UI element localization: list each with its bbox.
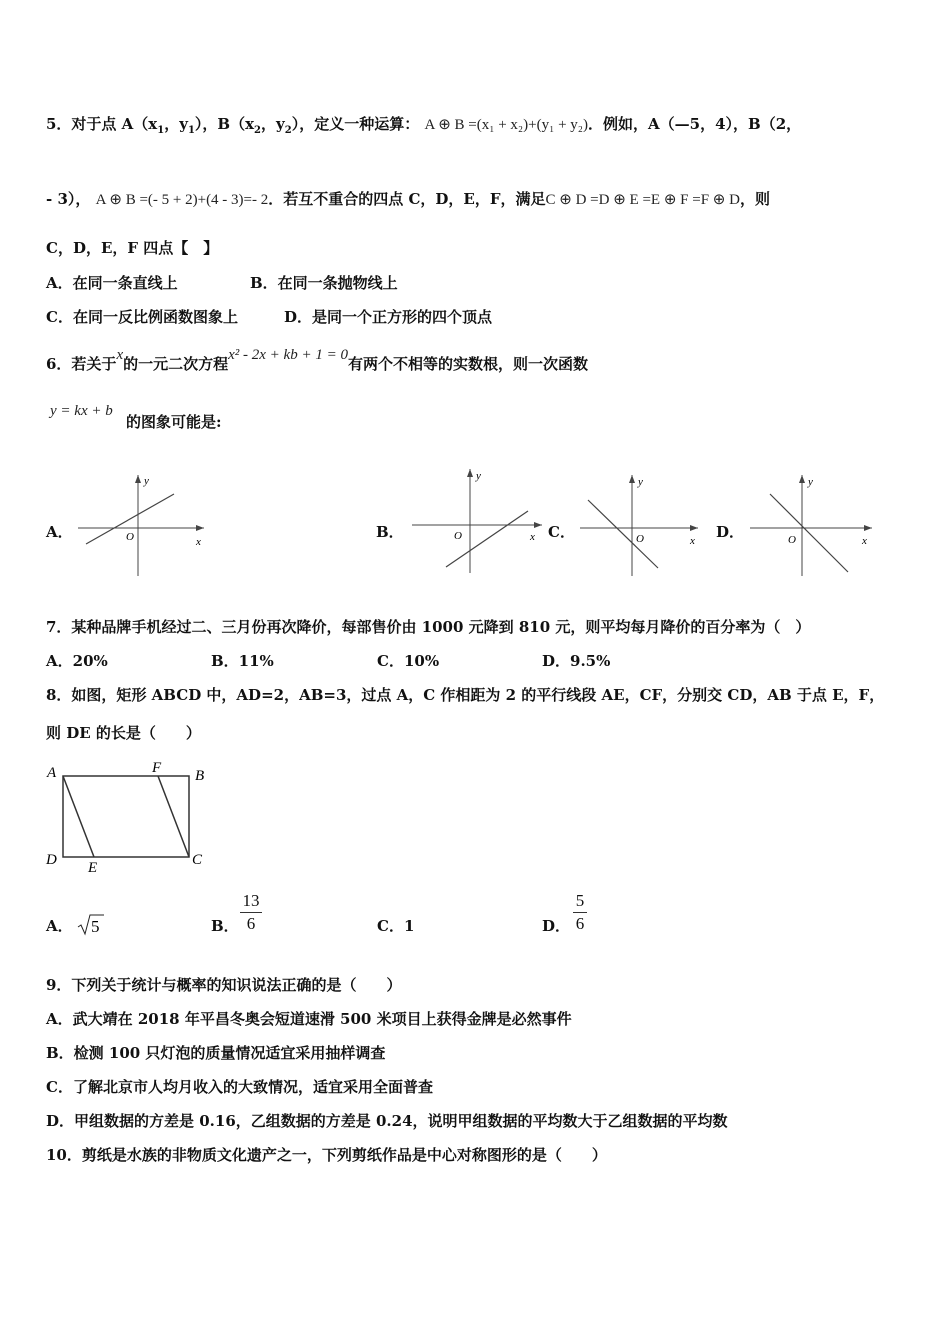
q5-sub-3: 2 (254, 125, 261, 136)
origin-label: O (126, 531, 134, 543)
q5-text-pre: 5．对于点 A（x (46, 115, 158, 133)
label-a: A (47, 765, 57, 781)
q6-graph-c (578, 470, 703, 580)
q6-var-x: x (116, 347, 124, 363)
q8-option-b-label: B． (211, 917, 239, 935)
fraction-bar (573, 912, 587, 913)
q5-formula-2: A ⊕ B =(- 5 + 2)+(4 - 3)=- 2 (95, 192, 269, 208)
sqrt-value: 5 (91, 917, 100, 936)
line-graph (770, 494, 848, 572)
x-axis-arrow (690, 525, 698, 531)
q5-formula-3: C ⊕ D =D ⊕ E =E ⊕ F =F ⊕ D (545, 192, 740, 208)
q5-text-c3: ，y (261, 115, 285, 133)
q8-option-d-fraction (573, 891, 587, 934)
q5-line2-pre: - 3）， (46, 190, 91, 208)
x-label: x (690, 535, 695, 547)
q5-option-a: A．在同一条直线上 (46, 274, 178, 292)
q8-option-a-label: A． (46, 917, 73, 935)
q6-post: 有两个不相等的实数根，则一次函数 (347, 355, 588, 373)
q6-line2: 的图象可能是: (126, 413, 222, 431)
q5-sub-4: 2 (284, 125, 292, 136)
q8-option-c: C．1 (377, 917, 415, 935)
q6-graph-b (410, 465, 545, 577)
x-axis-arrow (864, 525, 872, 531)
q6-equation: x² - 2x + kb + 1 = 0 (228, 347, 348, 363)
q8-option-d-label: D． (542, 917, 571, 935)
q6-label-a: A． (46, 523, 73, 541)
x-label: x (862, 535, 867, 547)
q9-option-d: D．甲组数据的方差是 0.16，乙组数据的方差是 0.24，说明甲组数据的平均数大于乙组数据的平均数 (46, 1112, 728, 1130)
q9-text: 9．下列关于统计与概率的知识说法正确的是（ ） (46, 976, 402, 994)
q10-text: 10．剪纸是水族的非物质文化遗产之一，下列剪纸作品是中心对称图形的是（ ） (46, 1146, 607, 1164)
q5-option-d: D．是同一个正方形的四个顶点 (284, 308, 493, 326)
q5-text-c1: ，y (164, 115, 188, 133)
q7-option-c: C．10% (377, 652, 440, 670)
q5-option-c: C．在同一反比例函数图象上 (46, 308, 238, 326)
q6-func-text: y = kx + b (50, 403, 113, 419)
q5-line2-post: ，则 (739, 190, 770, 208)
q6-mid: 的一元二次方程 (123, 355, 229, 373)
q6-graph-d (748, 470, 876, 580)
q5-text-c4: ），定义一种运算： (291, 115, 420, 133)
q7-option-a: A．20% (46, 652, 108, 670)
q9-option-c: C．了解北京市人均月收入的大致情况，适宜采用全面普查 (46, 1078, 433, 1096)
label-e: E (88, 860, 98, 876)
y-axis-arrow (467, 469, 473, 477)
q5-formula-1: A ⊕ B =(x₁ + x₂)+(y₁ + y₂) (424, 117, 589, 133)
q5-line3: C，D，E，F 四点【 】 (46, 239, 219, 257)
fraction-denominator: 6 (246, 914, 256, 933)
q7-option-d: D．9.5% (542, 652, 611, 670)
q8-sqrt-icon (76, 912, 106, 938)
y-axis-arrow (629, 475, 635, 483)
y-label: y (808, 476, 813, 488)
q8-option-b-fraction (240, 891, 262, 934)
line-graph (588, 500, 658, 568)
q9-option-b: B．检测 100 只灯泡的质量情况适宜采用抽样调查 (46, 1044, 386, 1062)
fraction-numerator: 13 (242, 891, 260, 910)
q6-line1 (46, 347, 588, 375)
y-axis-arrow (135, 475, 141, 483)
label-c: C (192, 852, 203, 868)
q5-line1 (46, 114, 801, 141)
fraction-denominator: 6 (575, 914, 585, 933)
q8-line2: 则 DE 的长是（ ） (46, 724, 201, 742)
x-axis-arrow (196, 525, 204, 531)
q6-label-c: C． (548, 523, 575, 541)
q8-line1: 8．如图，矩形 ABCD 中，AD=2，AB=3，过点 A，C 作相距为 2 的平行线段 AE，CF，分别交 CD，AB 于点 E，F， (46, 686, 885, 704)
q7-text: 7．某种品牌手机经过二、三月份再次降价，每部售价由 1000 元降到 810 元，则平均每月降价的百分率为（ ） (46, 618, 811, 636)
y-axis-arrow (799, 475, 805, 483)
segment-ae (63, 776, 94, 857)
label-d: D (46, 852, 57, 868)
y-label: y (638, 476, 643, 488)
q6-label-d: D． (716, 523, 745, 541)
q6-label-b: B． (376, 523, 404, 541)
origin-label: O (788, 534, 796, 546)
y-label: y (476, 470, 481, 482)
q5-line2 (46, 189, 770, 210)
x-label: x (196, 536, 201, 548)
fraction-numerator: 5 (575, 891, 585, 910)
fraction-bar (240, 912, 262, 913)
segment-cf (158, 776, 189, 857)
q8-figure (44, 760, 212, 876)
origin-label: O (454, 530, 462, 542)
label-f: F (152, 760, 162, 776)
q5-text-post: ．例如，A（—5，4），B（2， (588, 115, 802, 133)
label-b: B (195, 768, 205, 784)
origin-label: O (636, 533, 644, 545)
x-label: x (530, 531, 535, 543)
q6-pre: 6．若关于 (46, 355, 117, 373)
q5-line2-mid: ．若互不重合的四点 C，D，E，F，满足 (268, 190, 546, 208)
q9-option-a: A．武大靖在 2018 年平昌冬奥会短道速滑 500 米项目上获得金牌是必然事件 (46, 1010, 572, 1028)
q6-graph-a (78, 470, 208, 580)
y-label: y (144, 475, 149, 487)
x-axis-arrow (534, 522, 542, 528)
q5-sub-1: 1 (157, 125, 165, 136)
q5-sub-2: 1 (187, 125, 195, 136)
q6-func (50, 400, 113, 421)
q5-text-c2: ），B（x (194, 115, 255, 133)
rectangle-abcd (63, 776, 189, 857)
q5-option-b: B．在同一条抛物线上 (250, 274, 398, 292)
q7-option-b: B．11% (211, 652, 274, 670)
